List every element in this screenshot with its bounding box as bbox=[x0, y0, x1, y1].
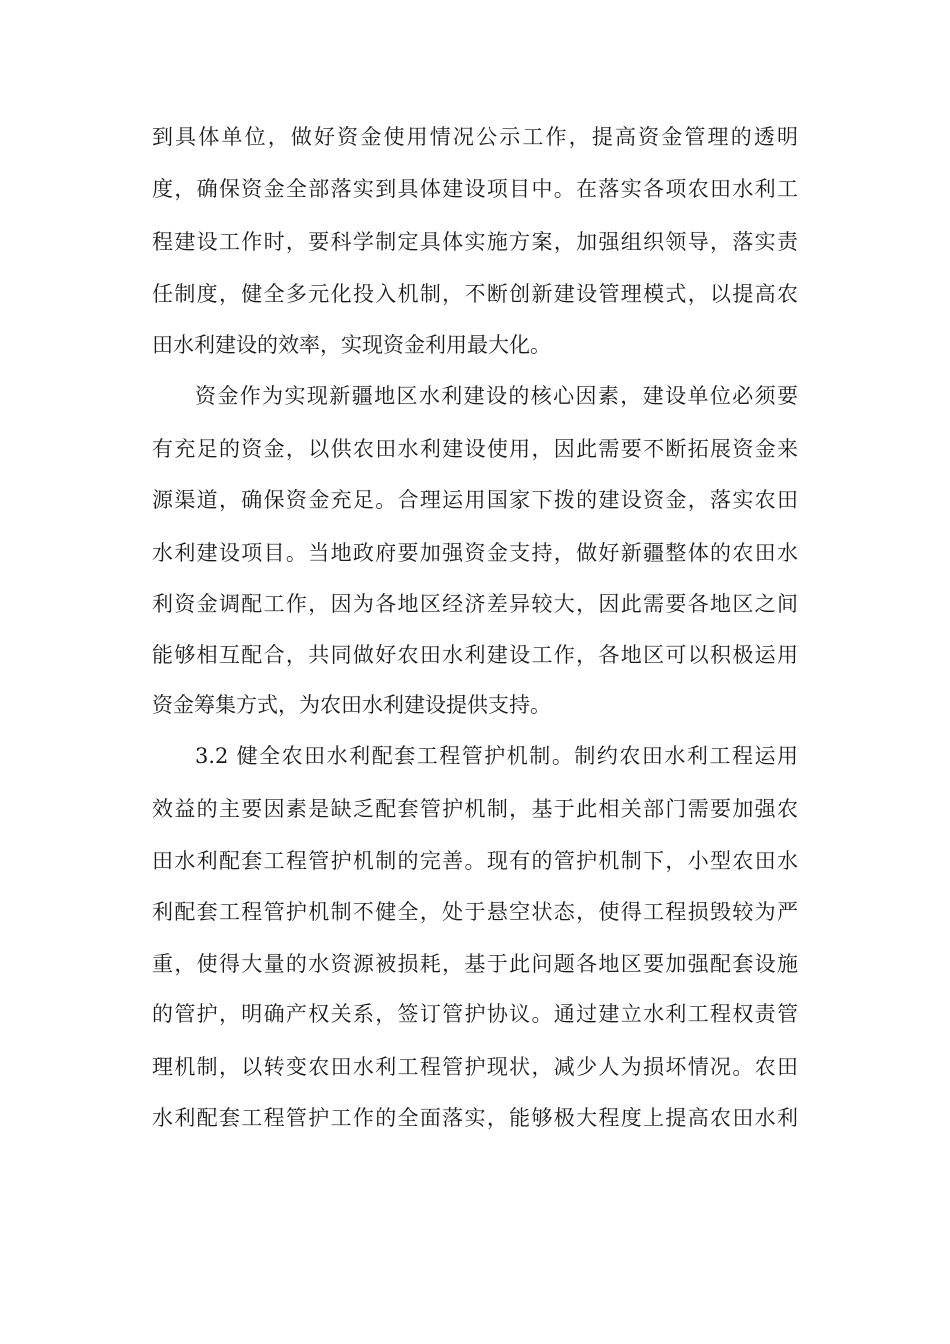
text-line: 效益的主要因素是缺乏配套管护机制，基于此相关部门需要加强农 bbox=[152, 797, 798, 821]
text-line: 重，使得大量的水资源被损耗，基于此问题各地区要加强配套设施 bbox=[152, 952, 798, 976]
text-line: 田水利配套工程管护机制的完善。现有的管护机制下，小型农田水 bbox=[152, 849, 798, 873]
text-line: 水利配套工程管护工作的全面落实，能够极大程度上提高农田水利 bbox=[152, 1106, 798, 1130]
text-line: 到具体单位，做好资金使用情况公示工作，提高资金管理的透明 bbox=[152, 125, 798, 149]
text-line: 田水利建设的效率，实现资金利用最大化。 bbox=[152, 333, 551, 357]
text-line: 源渠道，确保资金充足。合理运用国家下拨的建设资金，落实农田 bbox=[152, 488, 798, 512]
text-line: 资金筹集方式，为农田水利建设提供支持。 bbox=[152, 693, 551, 717]
text-line: 利配套工程管护机制不健全，处于悬空状态，使得工程损毁较为严 bbox=[152, 900, 798, 924]
text-line: 利资金调配工作，因为各地区经济差异较大，因此需要各地区之间 bbox=[152, 592, 798, 616]
text-line: 能够相互配合，共同做好农田水利建设工作，各地区可以积极运用 bbox=[152, 643, 798, 667]
text-line: 有充足的资金，以供农田水利建设使用，因此需要不断拓展资金来 bbox=[152, 437, 798, 461]
text-line: 水利建设项目。当地政府要加强资金支持，做好新疆整体的农田水 bbox=[152, 541, 798, 565]
text-line: 度，确保资金全部落实到具体建设项目中。在落实各项农田水利工 bbox=[152, 177, 798, 201]
paragraph-first-line: 资金作为实现新疆地区水利建设的核心因素，建设单位必须要 bbox=[195, 384, 798, 408]
text-line: 任制度，健全多元化投入机制，不断创新建设管理模式，以提高农 bbox=[152, 282, 798, 306]
text-line: 理机制，以转变农田水利工程管护现状，减少人为损坏情况。农田 bbox=[152, 1055, 798, 1079]
section-heading-line: 3.2 健全农田水利配套工程管护机制。制约农田水利工程运用 bbox=[195, 744, 798, 768]
text-line: 的管护，明确产权关系，签订管护协议。通过建立水利工程权责管 bbox=[152, 1002, 798, 1026]
text-line: 程建设工作时，要科学制定具体实施方案，加强组织领导，落实责 bbox=[152, 230, 798, 254]
